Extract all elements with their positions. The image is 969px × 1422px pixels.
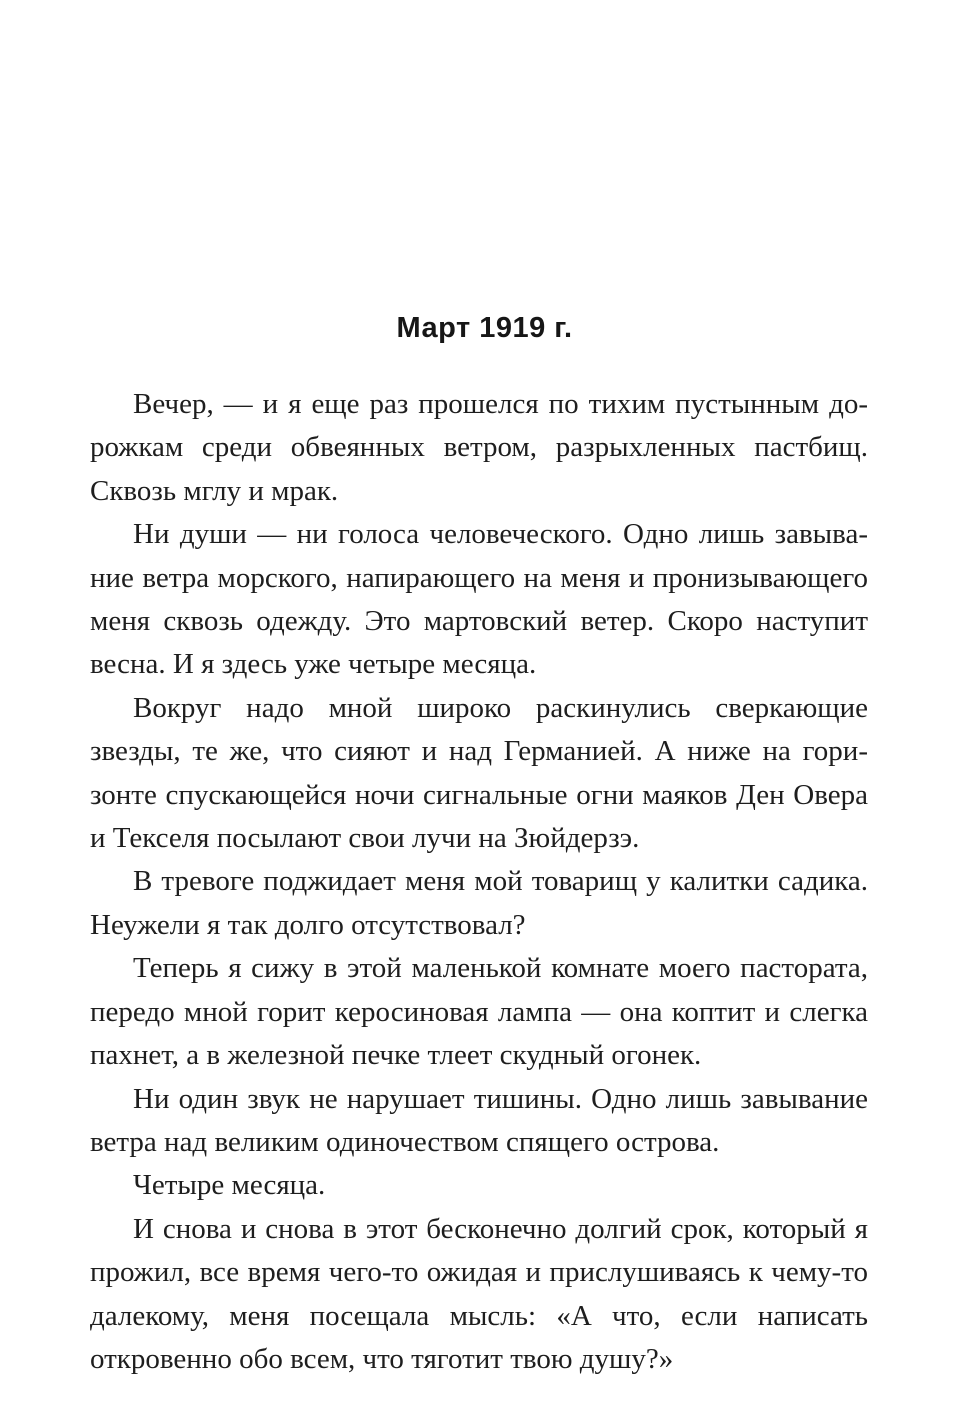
paragraph: Теперь я сижу в этой маленькой комнате моего пастората, передо мной горит керосиновая лампа — она коптит и слегка пахнет, а в железной печке тлеет скудный огонек. bbox=[90, 952, 868, 1072]
chapter-heading: Март 1919 г. bbox=[396, 312, 573, 344]
paragraph: И снова и снова в этот бесконечно долгий срок, который я прожил, все время чего-то ожидая и прислушиваясь к чему-то далекому, меня посещала мысль: «А что, если написать откровенно обо всем, что тяготит твою душу?» bbox=[90, 1212, 868, 1375]
chapter-body bbox=[90, 383, 868, 1381]
paragraph: Ни души — ни голоса человеческого. Одно лишь завывание ветра морского, напирающего на меня и пронизывающего меня сквозь одежду. Это мартовский ветер. Скоро наступит весна. И я здесь уже четыре месяца. bbox=[90, 518, 868, 681]
paragraph: Ни один звук не нарушает тишины. Одно лишь завывание ветра над великим одиночеством спящего острова. bbox=[90, 1082, 868, 1158]
paragraph: Вокруг надо мной широко раскинулись сверкающие звезды, те же, что сияют и над Германией. А ниже на горизонте спускающейся ночи сигнальные огни маяков Ден Овера и Текселя посылают свои лучи на Зюйдерзэ. bbox=[90, 691, 868, 855]
paragraph: Четыре месяца. bbox=[133, 1169, 326, 1202]
paragraph: В тревоге поджидает меня мой товарищ у калитки садика. Неужели я так долго отсутствовал? bbox=[90, 865, 868, 941]
paragraph: Вечер, — и я еще раз прошелся по тихим пустынным дорожкам среди обвеянных ветром, разрыхленных пастбищ. Сквозь мглу и мрак. bbox=[90, 388, 868, 507]
